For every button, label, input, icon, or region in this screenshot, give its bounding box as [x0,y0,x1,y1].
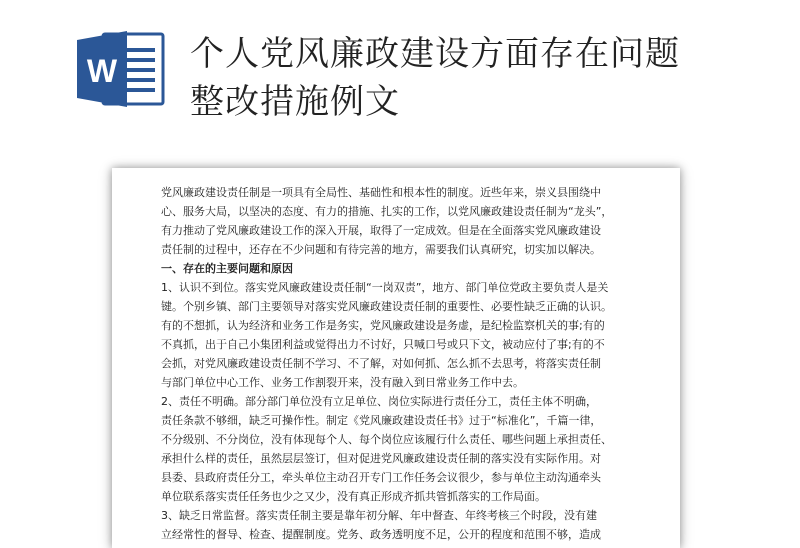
document-body [161,183,641,544]
paragraph-line: 党风廉政建设责任制是一项具有全局性、基础性和根本性的制度。近些年来，崇义县围绕中 [161,186,601,199]
word-icon-letter: W [86,53,118,89]
paragraph-line: 单位联系落实责任任务也少之又少，没有真正形成齐抓共管抓落实的工作局面。 [161,490,546,503]
paragraph-line: 不分级别、不分岗位，没有体现每个人、每个岗位应该履行什么责任、哪些问题上承担责任、 [161,433,612,446]
header [0,0,800,160]
paragraph-line: 会抓，对党风廉政建设责任制不学习、不了解，对如何抓、怎么抓不去思考，将落实责任制 [161,357,601,370]
paragraph-line: 3、缺乏日常监督。落实责任制主要是靠年初分解、年中督查、年终考核三个时段，没有建 [161,509,597,522]
paragraph-line: 责任制的过程中，还存在不少问题和有待完善的地方，需要我们认真研究，切实加以解决。 [161,243,601,256]
paragraph-line: 1、认识不到位。落实党风廉政建设责任制“一岗双责”，地方、部门单位党政主要负责人是关 [161,281,609,294]
section-heading: 一、存在的主要问题和原因 [161,262,293,275]
paragraph-line: 县委、县政府责任分工，牵头单位主动召开专门工作任务会议很少，参与单位主动沟通牵头 [161,471,601,484]
word-document-icon [75,30,167,108]
paragraph-line: 有的不想抓，认为经济和业务工作是务实，党风廉政建设是务虚，是纪检监察机关的事;有的 [161,319,605,332]
document-page [112,168,680,548]
paragraph-line: 责任条款不够细，缺乏可操作性。制定《党风廉政建设责任书》过于“标准化”，千篇一律， [161,414,602,427]
paragraph-line: 键。个别乡镇、部门主要领导对落实党风廉政建设责任制的重要性、必要性缺乏正确的认识。 [161,300,612,313]
paragraph-line: 2、责任不明确。部分部门单位没有立足单位、岗位实际进行责任分工，责任主体不明确， [161,395,597,408]
paragraph-line: 不真抓，出于自己小集团利益或觉得出力不讨好，只喊口号或只下文，被动应付了事;有的不 [161,338,605,351]
paragraph-line: 立经常性的督导、检查、提醒制度。党务、政务透明度不足，公开的程度和范围不够，造成 [161,528,601,541]
page-title [190,30,770,126]
paragraph-line: 心、服务大局，以坚决的态度、有力的措施、扎实的工作，以党风廉政建设责任制为“龙头”， [161,205,613,218]
paragraph-line: 有力推动了党风廉政建设工作的深入开展，取得了一定成效。但是在全面落实党风廉政建设 [161,224,601,237]
paragraph-line: 承担什么样的责任，虽然层层签订，但对促进党风廉政建设责任制的落实没有实际作用。对 [161,452,601,465]
title-line: 整改措施例文 [190,82,400,122]
paragraph-line: 与部门单位中心工作、业务工作割裂开来，没有融入到日常业务工作中去。 [161,376,524,389]
title-line: 个人党风廉政建设方面存在问题 [190,34,680,74]
